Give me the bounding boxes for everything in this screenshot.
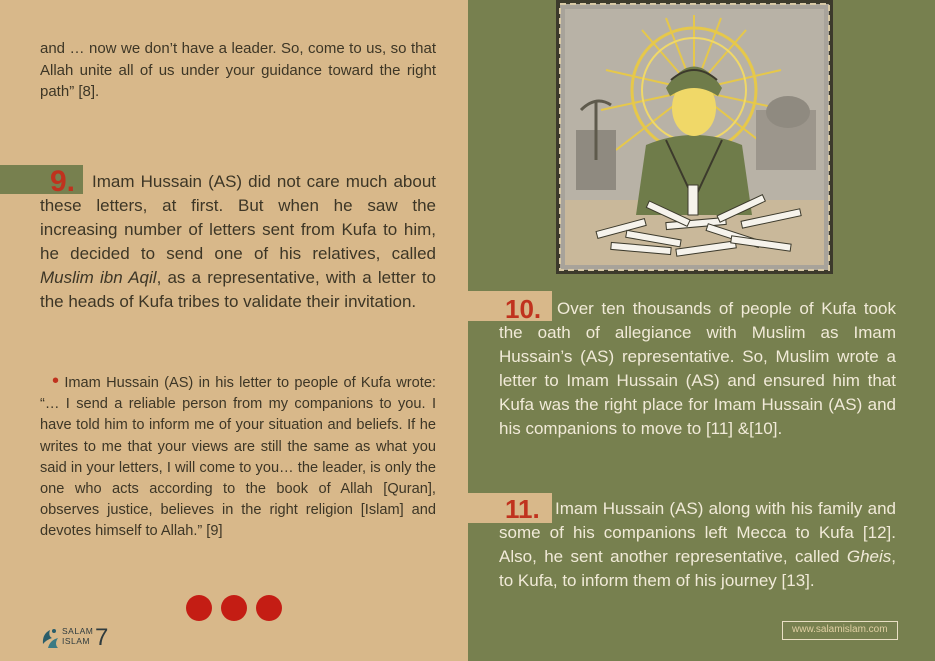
website-url-box[interactable] <box>782 621 898 640</box>
bullet-icon: • <box>52 370 60 392</box>
dot <box>256 595 282 621</box>
dot <box>186 595 212 621</box>
logo-line-2: ISLAM <box>62 636 91 646</box>
website-url[interactable]: www.salamislam.com <box>792 624 888 635</box>
paragraph-10-text: Over ten thousands of people of Kufa took the oath of allegiance with Muslim as Imam Hussain’s (AS) representative. So, Muslim wrote a letter to Imam Hussain (AS) and ensured him that Kufa was the right place for Imam Hussain (AS) and his companions to move to [11] &[10]. <box>499 299 896 438</box>
paragraph-9-text-b: , as a representative, with a letter to the heads of Kufa tribes to validate their invitation. <box>40 268 436 311</box>
page-number: 7 <box>95 624 109 651</box>
paragraph-11 <box>499 494 896 593</box>
paragraph-9 <box>40 165 436 314</box>
paragraph-11-italic: Gheis <box>846 547 892 566</box>
imam-with-letters-illustration <box>556 0 833 274</box>
paragraph-quote-text: Imam Hussain (AS) in his letter to people of Kufa wrote: “… I send a reliable person from my companions to you. I have told him to inform me of your situation and beliefs. If he writes to me that your views are still the same as what you said in your letters, I will come to you… the leader, is only the one who acts according to the book of Allah [Quran], observes justice, believes in the right religion [Islam] and devotes himself to Allah.” [9] <box>40 375 436 540</box>
salam-islam-logo-icon <box>40 624 62 650</box>
number-9: 9. <box>50 165 76 198</box>
number-10: 10. <box>505 294 542 324</box>
paragraph-continuation: and … now we don’t have a leader. So, come to us, so that Allah unite all of us under your guidance toward the right path” [8]. <box>40 40 436 100</box>
paragraph-11-text-a: Imam Hussain (AS) along with his family and some of his companions left Mecca to Kufa [12]. Also, he sent another representative, called <box>499 499 896 566</box>
paragraph-quote <box>40 370 436 543</box>
paragraph-9-text-a: Imam Hussain (AS) did not care much about these letters, at first. But when he saw the increasing number of letters sent from Kufa to him, he decided to send one of his relatives, called <box>40 172 436 263</box>
number-11: 11. <box>505 494 540 524</box>
paragraph-10 <box>499 294 896 441</box>
dot <box>221 595 247 621</box>
paragraph-11-text-b: , to Kufa, to inform them of his journey [13]. <box>499 547 896 590</box>
paragraph-9-italic: Muslim ibn Aqil <box>40 268 157 287</box>
logo-line-1: SALAM <box>62 626 94 636</box>
logo-text <box>62 626 93 646</box>
